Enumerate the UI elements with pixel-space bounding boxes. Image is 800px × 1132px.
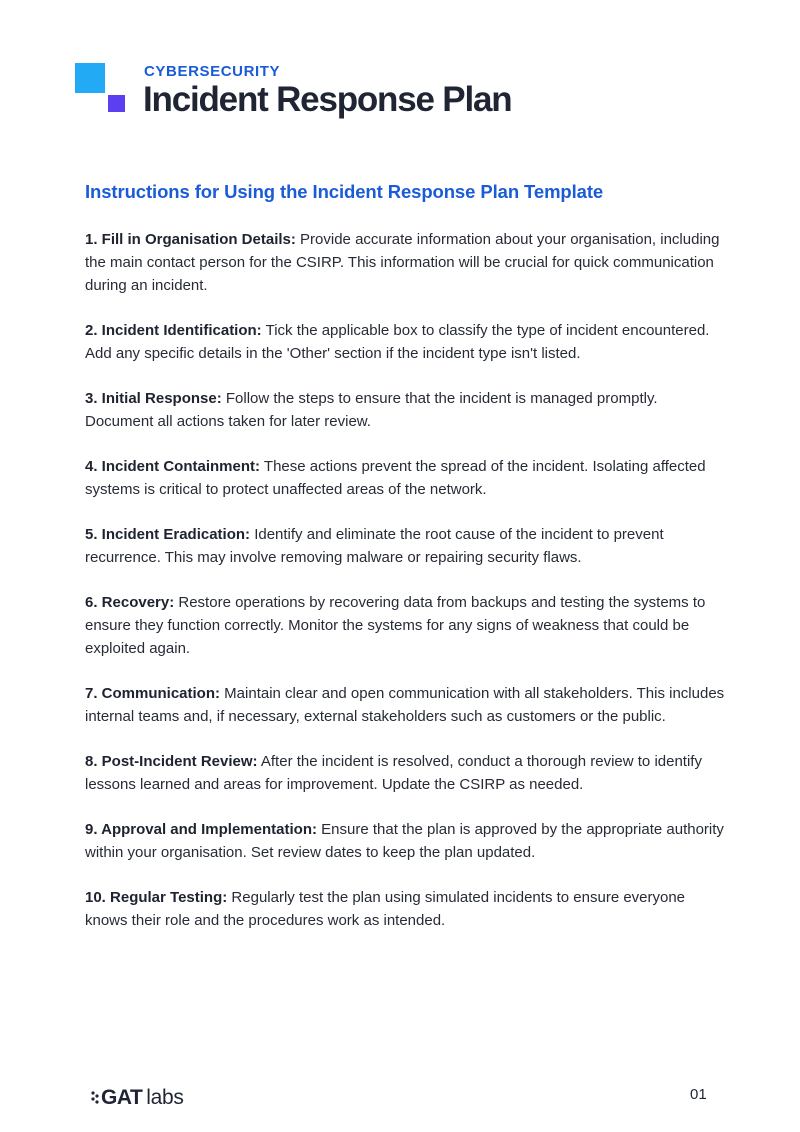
step-label: 1. Fill in Organisation Details: xyxy=(85,231,296,248)
step-label: 9. Approval and Implementation: xyxy=(85,821,317,838)
logo-dots-icon xyxy=(90,1090,100,1106)
step-label: 5. Incident Eradication: xyxy=(85,526,251,543)
step-label: 6. Recovery: xyxy=(85,594,175,611)
instruction-step xyxy=(85,682,725,728)
instruction-step xyxy=(85,591,725,660)
page-title: Incident Response Plan xyxy=(143,80,512,119)
step-text: These actions prevent the spread of the incident. Isolating affected systems is critical to protect unaffected areas of the network. xyxy=(85,458,706,498)
step-text: After the incident is resolved, conduct a thorough review to identify lessons learned and areas for improvement. Update the CSIRP as needed. xyxy=(85,753,702,793)
step-text: Identify and eliminate the root cause of the incident to prevent recurrence. This may involve removing malware or repairing security flaws. xyxy=(85,526,664,566)
logo-gat-text: GAT xyxy=(101,1086,143,1109)
logo-labs-text: labs xyxy=(146,1086,184,1109)
logo-square-purple xyxy=(108,95,125,112)
step-text: Maintain clear and open communication with all stakeholders. This includes internal teams and, if necessary, external stakeholders such as customers or the public. xyxy=(85,685,725,725)
instruction-step xyxy=(85,886,725,932)
instruction-step xyxy=(85,750,725,796)
kicker-label: CYBERSECURITY xyxy=(144,63,281,80)
page-number: 01 xyxy=(690,1086,707,1103)
step-text: Ensure that the plan is approved by the appropriate authority within your organisation. Set review dates to keep the plan updated. xyxy=(85,821,724,861)
gat-labs-logo xyxy=(90,1085,184,1111)
instruction-step xyxy=(85,818,725,864)
instruction-step xyxy=(85,523,725,569)
instruction-list xyxy=(85,228,725,954)
step-text: Follow the steps to ensure that the incident is managed promptly. Document all actions taken for later review. xyxy=(85,390,658,430)
logo-square-blue xyxy=(75,63,105,93)
step-label: 7. Communication: xyxy=(85,685,221,702)
instruction-step xyxy=(85,228,725,297)
step-text: Tick the applicable box to classify the type of incident encountered. Add any specific details in the 'Other' section if the incident type isn't listed. xyxy=(85,322,710,362)
step-label: 2. Incident Identification: xyxy=(85,322,262,339)
instruction-step xyxy=(85,319,725,365)
instruction-step xyxy=(85,387,725,433)
step-label: 10. Regular Testing: xyxy=(85,889,228,906)
step-text: Regularly test the plan using simulated incidents to ensure everyone knows their role and the procedures work as intended. xyxy=(85,889,686,929)
step-label: 4. Incident Containment: xyxy=(85,458,261,475)
step-label: 8. Post-Incident Review: xyxy=(85,753,258,770)
section-heading: Instructions for Using the Incident Response Plan Template xyxy=(85,181,604,202)
instruction-step xyxy=(85,455,725,501)
step-text: Provide accurate information about your organisation, including the main contact person for the CSIRP. This information will be crucial for quick communication during an incident. xyxy=(85,231,720,294)
step-text: Restore operations by recovering data from backups and testing the systems to ensure they function correctly. Monitor the systems for any signs of weakness that could be exploited again. xyxy=(85,594,706,657)
step-label: 3. Initial Response: xyxy=(85,390,222,407)
